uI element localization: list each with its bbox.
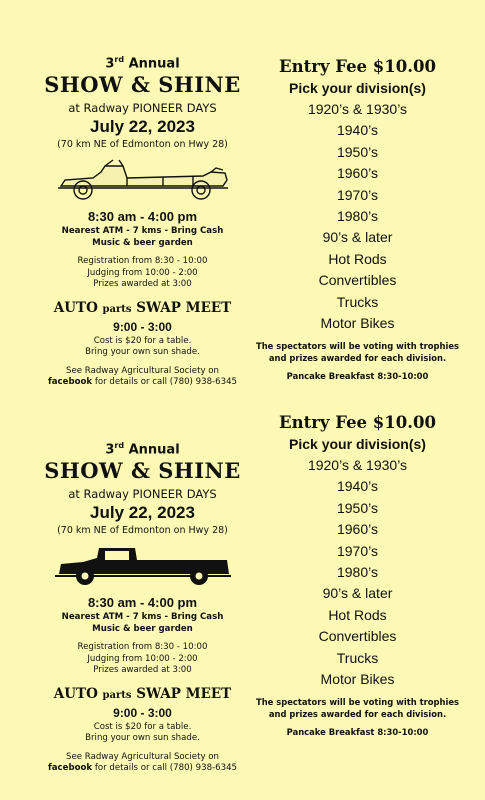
judging-time: Judging from 10:00 - 2:00 xyxy=(87,267,198,278)
division-item: 1970’s xyxy=(336,542,378,559)
pancake-breakfast: Pancake Breakfast 8:30-10:00 xyxy=(286,371,429,382)
pancake-breakfast: Pancake Breakfast 8:30-10:00 xyxy=(286,727,429,738)
entry-fee: Entry Fee $10.00 xyxy=(279,57,436,76)
division-item: 90’s & later xyxy=(322,585,393,602)
table-cost: Cost is $20 for a table. xyxy=(93,335,192,346)
event-directions: (70 km NE of Edmonton on Hwy 28) xyxy=(57,525,228,537)
swap-meet-hours: 9:00 - 3:00 xyxy=(113,319,172,334)
flyer-right-column xyxy=(255,412,460,738)
division-item: 1960’s xyxy=(336,165,378,182)
flyer-left-column xyxy=(40,52,245,389)
music-note: Music & beer garden xyxy=(92,623,193,634)
atm-note: Nearest ATM - 7 kms - Bring Cash xyxy=(61,226,224,237)
swap-meet-title: AUTO parts SWAP MEET xyxy=(53,685,232,702)
division-item: 1940’s xyxy=(336,478,378,495)
event-directions: (70 km NE of Edmonton on Hwy 28) xyxy=(57,139,228,151)
event-title: SHOW & SHINE xyxy=(44,458,241,484)
division-item: 1940’s xyxy=(336,122,378,139)
division-item: 1960’s xyxy=(336,521,378,538)
contact-line: facebook for details or call (780) 938-6345 xyxy=(47,763,238,774)
entry-fee: Entry Fee $10.00 xyxy=(279,413,436,432)
division-item: 1980’s xyxy=(336,564,378,581)
contact-line: facebook for details or call (780) 938-6345 xyxy=(47,377,238,388)
division-item: 1950’s xyxy=(336,143,378,160)
event-hours: 8:30 am - 4:00 pm xyxy=(87,209,198,225)
prizes-time: Prizes awarded at 3:00 xyxy=(93,279,192,290)
division-item: Convertibles xyxy=(318,272,397,289)
division-item: Convertibles xyxy=(318,628,397,645)
table-cost: Cost is $20 for a table. xyxy=(93,721,192,732)
division-item: Motor Bikes xyxy=(320,671,395,688)
music-note: Music & beer garden xyxy=(92,237,193,248)
registration-time: Registration from 8:30 - 10:00 xyxy=(77,642,208,653)
vintage-car-illustration xyxy=(53,158,233,202)
event-date: July 22, 2023 xyxy=(90,117,195,137)
registration-time: Registration from 8:30 - 10:00 xyxy=(77,256,208,267)
pick-division-heading: Pick your division(s) xyxy=(289,80,426,96)
spectators-note: The spectators will be voting with trophies and prizes awarded for each division. xyxy=(255,341,460,364)
division-item: Trucks xyxy=(336,293,379,310)
division-item: Hot Rods xyxy=(328,606,387,623)
judging-time: Judging from 10:00 - 2:00 xyxy=(87,653,198,664)
division-item: 1980’s xyxy=(336,208,378,225)
division-item: 1950’s xyxy=(336,499,378,516)
swap-meet-hours: 9:00 - 3:00 xyxy=(113,705,172,720)
division-item: Hot Rods xyxy=(328,250,387,267)
event-location: at Radway PIONEER DAYS xyxy=(68,487,217,502)
see-radway-note: See Radway Agricultural Society on xyxy=(66,751,219,762)
spectators-note: The spectators will be voting with trophies and prizes awarded for each division. xyxy=(255,697,460,720)
sun-shade-note: Bring your own sun shade. xyxy=(85,733,200,744)
annual-label: 3rd Annual xyxy=(105,55,180,72)
division-item: 1970’s xyxy=(336,186,378,203)
division-item: Motor Bikes xyxy=(320,315,395,332)
division-item: 1920’s & 1930’s xyxy=(307,101,408,117)
vintage-truck-illustration xyxy=(53,544,233,588)
swap-meet-title: AUTO parts SWAP MEET xyxy=(53,299,232,316)
atm-note: Nearest ATM - 7 kms - Bring Cash xyxy=(61,612,224,623)
event-hours: 8:30 am - 4:00 pm xyxy=(87,595,198,611)
pick-division-heading: Pick your division(s) xyxy=(289,436,426,452)
event-date: July 22, 2023 xyxy=(90,503,195,523)
sun-shade-note: Bring your own sun shade. xyxy=(85,347,200,358)
event-title: SHOW & SHINE xyxy=(44,72,241,98)
flyer-left-column xyxy=(40,438,245,775)
event-location: at Radway PIONEER DAYS xyxy=(68,101,217,116)
division-item: 90’s & later xyxy=(322,229,393,246)
flyer-right-column xyxy=(255,56,460,382)
see-radway-note: See Radway Agricultural Society on xyxy=(66,365,219,376)
division-item: 1920’s & 1930’s xyxy=(307,457,408,473)
annual-label: 3rd Annual xyxy=(105,441,180,458)
prizes-time: Prizes awarded at 3:00 xyxy=(93,665,192,676)
flyer-bottom xyxy=(0,400,485,800)
division-item: Trucks xyxy=(336,649,379,666)
